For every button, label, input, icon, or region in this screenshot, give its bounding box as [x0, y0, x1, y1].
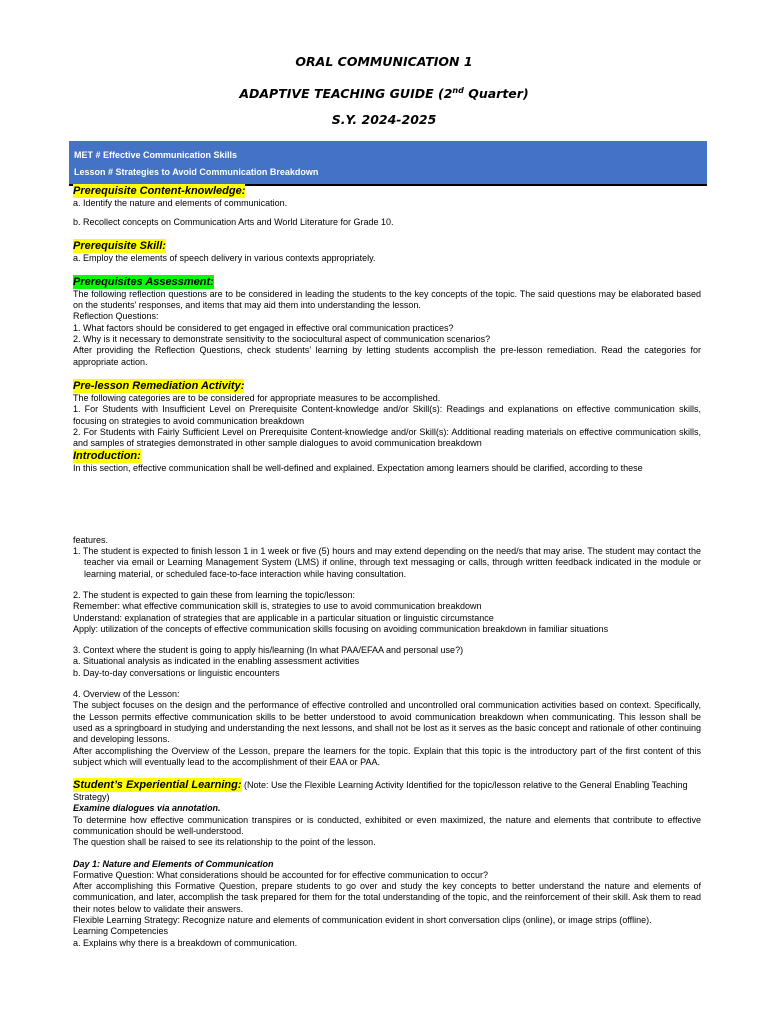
document-title — [0, 52, 768, 139]
heading-experiential: Student’s Experiential Learning: — [73, 779, 242, 792]
title-subject: ORAL COMMUNICATION 1 — [295, 54, 473, 69]
list-item: 1. The student is expected to finish lesson 1 in 1 week or five (5) hours and may extend depending on the need/s that may arise. The student may contact the teacher via email or Learning Management System (LMS) if online, through text messaging or calls, through written feedback indicated in the module or learning material, or scheduled face-to-face interaction while having consultation. — [73, 546, 701, 579]
paragraph: a. Identify the nature and elements of communication. — [73, 198, 288, 208]
paragraph: Learning Competencies — [73, 926, 169, 937]
paragraph: features. — [73, 534, 109, 545]
heading-introduction: Introduction: — [73, 450, 141, 463]
paragraph: After providing the Reflection Questions, check students’ learning by letting students accomplish the pre-lesson remediation. Read the categories for appropriate action. — [73, 345, 701, 367]
paragraph: Apply: utilization of the concepts of effective communication skills focusing on avoiding communication breakdown in familiar situations — [73, 623, 609, 634]
heading-skill: Prerequisite Skill: — [73, 239, 166, 252]
list-item: 3. Context where the student is going to apply his/learning (In what PAA/EFAA and personal use?) — [73, 645, 464, 656]
met-label: MET # Effective Communication Skills — [74, 150, 238, 160]
heading-content-knowledge: Prerequisite Content-knowledge: — [73, 185, 246, 197]
lesson-banner — [69, 141, 707, 186]
paragraph: The subject focuses on the design and the performance of effective controlled and uncontrolled oral communication activities based on context. Specifically, the Lesson permits effective communication skills to be better understood to avoid communication breakdown when communicating. This lesson shall be used as a springboard in studying and understanding the next lessons, and shall not be lost as it serves as the basic concept and rationale of other continuing and developing lessons. — [73, 700, 701, 745]
paragraph: Reflection Questions: — [73, 311, 159, 322]
paragraph: The following reflection questions are to be considered in leading the students to the key concepts of the topic. The said questions may be elaborated based on the students’ responses, and items that may aid them into understanding the lesson. — [73, 288, 701, 311]
sub-heading: Examine dialogues via annotation. — [73, 803, 221, 814]
paragraph: After accomplishing this Formative Question, prepare students to go over and study the key concepts to better understand the nature and elements of communication, and later, accomplish the task prepared for them for the total understanding of the topic, and the reinforcement of their skill. Ask them to read their notes below to validate their answers. — [73, 881, 701, 914]
title-guide: ADAPTIVE TEACHING GUIDE (2nd Quarter) — [239, 86, 529, 102]
list-item: a. Explains why there is a breakdown of communication. — [73, 937, 298, 948]
paragraph: Understand: explanation of strategies that are applicable in a particular situation or linguistic circumstance — [73, 612, 494, 623]
paragraph: a. Situational analysis as indicated in the enabling assessment activities — [73, 656, 360, 667]
paragraph: a. Employ the elements of speech delivery in various contexts appropriately. — [73, 252, 376, 263]
paragraph: The following categories are to be considered for appropriate measures to be accomplished. — [73, 392, 441, 403]
list-item: 1. What factors should be considered to get engaged in effective oral communication practices? — [73, 322, 454, 333]
list-item: 2. For Students with Fairly Sufficient Level on Prerequisite Content-knowledge and/or Skill(s): Additional reading materials on effective communication skills, and samples of strategies demonstrated in other sample dialogues to avoid communication breakdown — [73, 426, 701, 449]
paragraph: In this section, effective communication shall be well-defined and explained. Expectation among learners should be clarified, according to these — [73, 463, 643, 474]
paragraph: To determine how effective communication transpires or is conducted, exhibited or even maximized, the nature and elements that contribute to effective communication should be well-understood. — [73, 814, 701, 836]
experiential-heading-row — [73, 778, 701, 803]
paragraph: The question shall be raised to see its relationship to the point of the lesson. — [73, 837, 376, 848]
paragraph: b. Recollect concepts on Communication Arts and World Literature for Grade 10. — [73, 217, 394, 228]
paragraph: Flexible Learning Strategy: Recognize nature and elements of communication evident in short conversation clips (online), or image strips (offline). — [73, 915, 652, 926]
paragraph: b. Day-to-day conversations or linguistic encounters — [73, 667, 280, 678]
heading-assessment: Prerequisites Assessment: — [73, 275, 214, 288]
list-item: 4. Overview of the Lesson: — [73, 689, 180, 700]
paragraph: After accomplishing the Overview of the Lesson, prepare the learners for the topic. Explain that this topic is the introductory part of the first content of this subject which will eventually lead to the accomplishment of their EAA or PAA. — [73, 745, 701, 767]
title-school-year: S.Y. 2024-2025 — [331, 112, 437, 127]
experiential-note: (Note: Use the Flexible Learning Activity Identified for the topic/lesson relative to the General Enabling Teaching Strategy) — [73, 780, 688, 803]
paragraph: Formative Question: What considerations should be accounted for for effective communication to occur? — [73, 869, 489, 880]
heading-remediation: Pre-lesson Remediation Activity: — [73, 379, 245, 392]
paragraph: Remember: what effective communication skill is, strategies to use to avoid communication breakdown — [73, 601, 482, 612]
lesson-label: Lesson # Strategies to Avoid Communication Breakdown — [74, 167, 319, 177]
list-item: 1. For Students with Insufficient Level on Prerequisite Content-knowledge and/or Skill(s): Readings and explanations on effective communication skills, focusing on strategies to avoid communication breakdown — [73, 404, 701, 426]
list-item: 2. The student is expected to gain these from learning the topic/lesson: — [73, 589, 356, 600]
document-body — [73, 184, 701, 949]
list-item: 2. Why is it necessary to demonstrate sensitivity to the sociocultural aspect of communication scenarios? — [73, 334, 491, 345]
sub-heading: Day 1: Nature and Elements of Communication — [73, 858, 274, 869]
